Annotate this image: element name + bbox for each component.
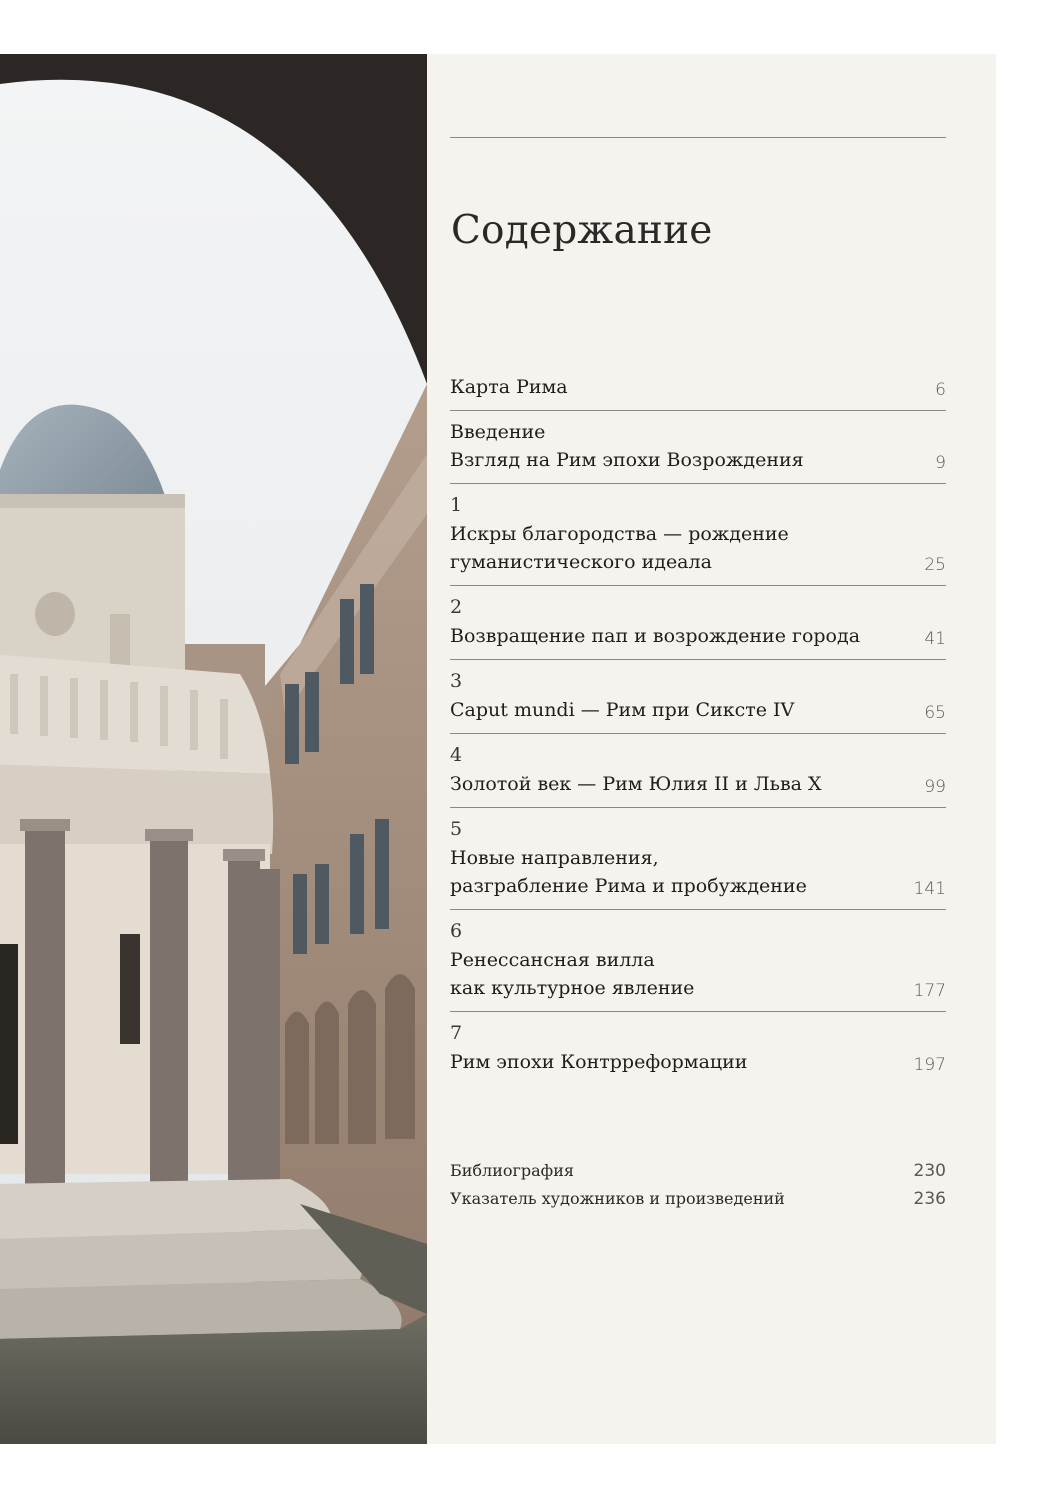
chapter-title: разграбление Рима и пробуждение — [450, 875, 807, 897]
page-number: 197 — [913, 1055, 946, 1075]
appendix-title: Библиография — [450, 1161, 574, 1180]
chapter-title: Введение — [450, 421, 546, 443]
top-rule — [450, 137, 946, 138]
page-title: Содержание — [451, 208, 713, 254]
toc-entry[interactable] — [450, 483, 946, 585]
toc-entry[interactable] — [450, 585, 946, 659]
chapter-title: Взгляд на Рим эпохи Возрождения — [450, 449, 804, 471]
chapter-title: Caput mundi — Рим при Сиксте IV — [450, 699, 795, 721]
chapter-title: Возвращение пап и возрождение города — [450, 625, 861, 647]
contents-panel — [427, 54, 996, 1444]
page-number: 99 — [924, 777, 946, 797]
toc-entry[interactable] — [450, 410, 946, 483]
page-number: 230 — [913, 1161, 946, 1181]
chapter-number: 7 — [450, 1022, 463, 1044]
chapter-title: Золотой век — Рим Юлия II и Льва X — [450, 773, 822, 795]
chapter-number: 4 — [450, 744, 463, 766]
page-number: 25 — [924, 555, 946, 575]
chapter-title: Карта Рима — [450, 376, 568, 398]
page-number: 141 — [913, 879, 946, 899]
appendix-title: Указатель художников и произведений — [450, 1189, 785, 1208]
chapter-title: Искры благородства — рождение — [450, 523, 789, 545]
appendix-entry[interactable] — [450, 1157, 946, 1185]
appendix-entry[interactable] — [450, 1185, 946, 1213]
chapter-number: 2 — [450, 596, 463, 618]
photo-illustration — [0, 54, 427, 1444]
toc-entry[interactable] — [450, 807, 946, 909]
toc-entry[interactable] — [450, 659, 946, 733]
chapter-number: 5 — [450, 818, 463, 840]
chapter-title: гуманистического идеала — [450, 551, 712, 573]
chapter-number: 3 — [450, 670, 463, 692]
chapter-number: 1 — [450, 494, 463, 516]
toc-entry[interactable] — [450, 366, 946, 410]
toc-list — [450, 366, 946, 1085]
page-number: 236 — [913, 1189, 946, 1209]
page-number: 65 — [924, 703, 946, 723]
toc-entry[interactable] — [450, 909, 946, 1011]
tempietto-photo — [0, 54, 427, 1444]
toc-entry[interactable] — [450, 1011, 946, 1085]
page-number: 9 — [935, 453, 946, 473]
page-number: 177 — [913, 981, 946, 1001]
chapter-title: Рим эпохи Контрреформации — [450, 1051, 748, 1073]
page-number: 6 — [935, 380, 946, 400]
chapter-title: Ренессансная вилла — [450, 949, 655, 971]
chapter-number: 6 — [450, 920, 463, 942]
chapter-title: Новые направления, — [450, 847, 659, 869]
toc-entry[interactable] — [450, 733, 946, 807]
page-number: 41 — [924, 629, 946, 649]
chapter-title: как культурное явление — [450, 977, 695, 999]
appendix-list — [450, 1157, 946, 1213]
